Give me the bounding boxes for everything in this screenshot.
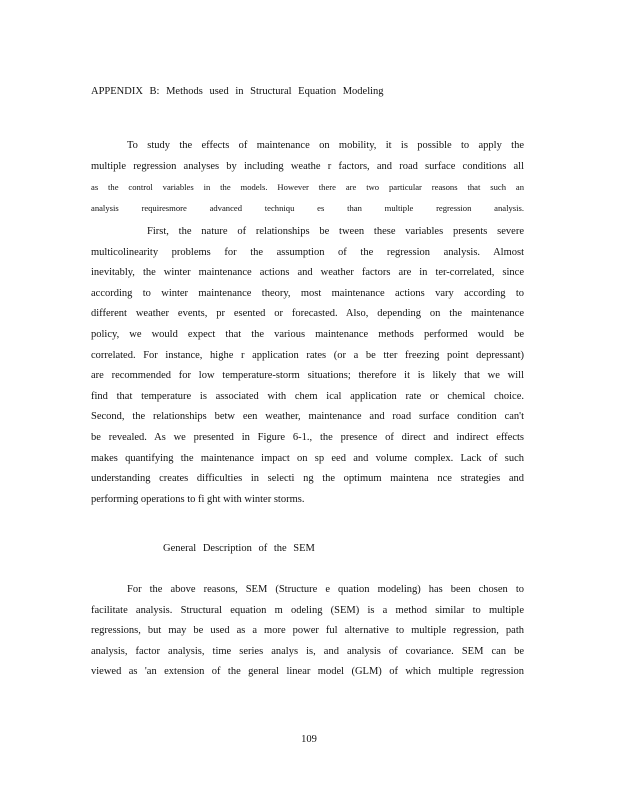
page-number: 109 [301, 734, 317, 745]
text-line: be revealed. As we presented in Figure 6-1., the presence of direct and indirect effects [91, 431, 524, 443]
text-line: To study the effects of maintenance on mobility, it is possible to apply the [127, 140, 524, 151]
text-line: are recommended for low temperature-storm situations; therefore it is likely that we will [91, 370, 524, 382]
text-line: performing operations to fi ght with winter storms. [91, 493, 305, 505]
paragraph-sem [91, 580, 524, 683]
appendix-heading: APPENDIX B: Methods used in Structural Equation Modeling [91, 86, 384, 97]
paragraph-intro [91, 136, 524, 218]
text-line: understanding creates difficulties in selecti ng the optimum maintena nce strategies and [91, 473, 524, 485]
text-line: find that temperature is associated with chem ical application rate or chemical choice. [91, 390, 524, 402]
text-line: regressions, but may be used as a more power ful alternative to multiple regression, path [91, 625, 524, 637]
text-line: analysis requiresmore advanced techniqu es than multiple regression analysis. [91, 202, 524, 213]
text-line: First, the nature of relationships be tween these variables presents severe [147, 226, 524, 237]
section-title: General Description of the SEM [163, 543, 315, 554]
text-line: facilitate analysis. Structural equation m odeling (SEM) is a method similar to multiple [91, 604, 524, 616]
text-line: according to winter maintenance theory, most maintenance actions vary according to [91, 287, 524, 299]
text-line: correlated. For instance, highe r application rates (or a be tter freezing point depressant) [91, 349, 524, 361]
text-line: multicolinearity problems for the assumption of the regression analysis. Almost [91, 246, 524, 258]
text-line: analysis, factor analysis, time series analys is, and analysis of covariance. SEM can be [91, 645, 524, 657]
text-line: as the control variables in the models. However there are two particular reasons that such an [91, 182, 524, 193]
text-line: For the above reasons, SEM (Structure e quation modeling) has been chosen to [127, 584, 524, 595]
text-line: makes quantifying the maintenance impact on sp eed and volume complex. Lack of such [91, 452, 524, 464]
text-line: different weather events, pr esented or forecasted. Also, depending on the maintenance [91, 308, 524, 320]
text-line: policy, we would expect that the various maintenance methods performed would be [91, 328, 524, 340]
text-line: Second, the relationships betw een weather, maintenance and road surface condition can't [91, 411, 524, 423]
text-line: inevitably, the winter maintenance actions and weather factors are in ter-correlated, since [91, 267, 524, 279]
paragraph-reasons [91, 222, 524, 510]
text-line: viewed as 'an extension of the general linear model (GLM) of which multiple regression [91, 666, 524, 678]
text-line: multiple regression analyses by including weathe r factors, and road surface conditions all [91, 160, 524, 172]
